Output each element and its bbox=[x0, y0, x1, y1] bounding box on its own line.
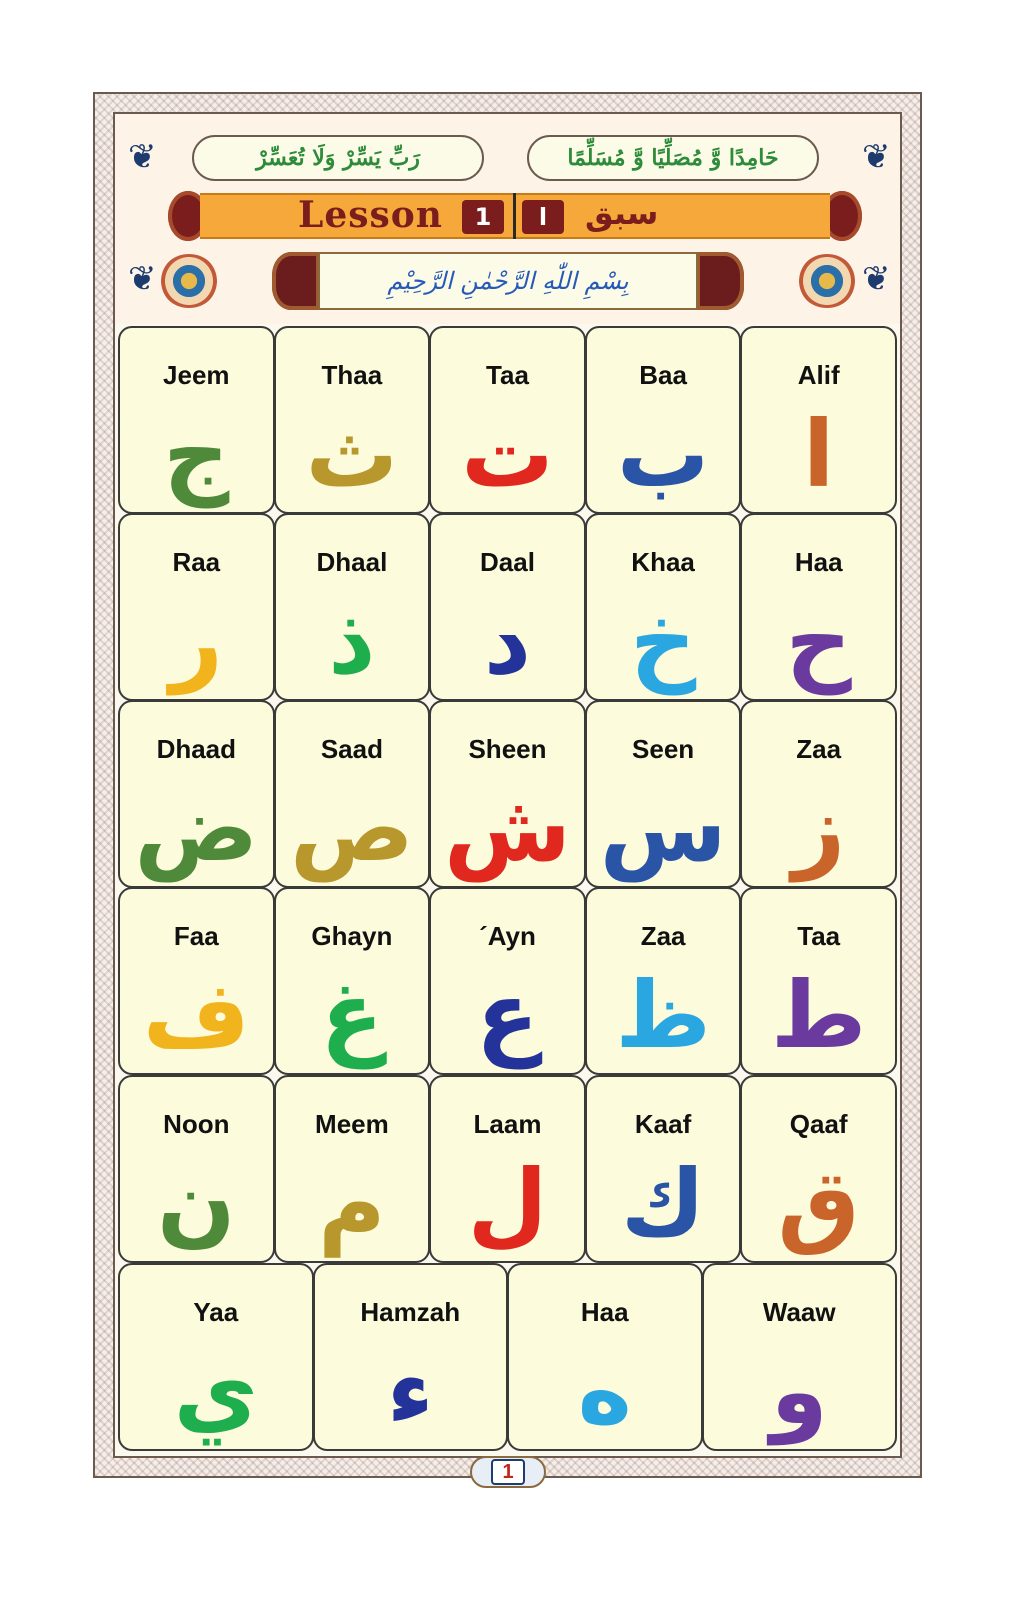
letter-name: Ghayn bbox=[311, 921, 393, 951]
letter-card bbox=[429, 513, 586, 701]
arabic-letter: ك bbox=[620, 1150, 706, 1257]
letter-card bbox=[274, 513, 431, 701]
arabic-letter: ه bbox=[577, 1338, 632, 1445]
arabic-letter: ص bbox=[290, 775, 414, 882]
letter-name: Taa bbox=[486, 360, 529, 390]
letter-card bbox=[118, 1075, 275, 1263]
arabic-letter: ب bbox=[616, 401, 710, 508]
letter-name: Qaaf bbox=[789, 1109, 848, 1139]
bismillah-cap-left bbox=[272, 252, 320, 310]
letter-card bbox=[585, 326, 742, 514]
dua-left-text: رَبِّ يَسِّرْ وَلَا تُعَسِّرْ bbox=[256, 145, 420, 171]
letter-name: Dhaad bbox=[156, 734, 237, 764]
arabic-letter: ظ bbox=[615, 962, 711, 1069]
letter-name: Taa bbox=[797, 921, 841, 951]
letter-card bbox=[740, 326, 897, 514]
letter-card bbox=[585, 700, 742, 888]
letter-name: Baa bbox=[639, 360, 687, 390]
letter-name: Alif bbox=[797, 360, 840, 390]
letter-card bbox=[740, 513, 897, 701]
arabic-letter: ز bbox=[792, 775, 846, 882]
corner-ornament-icon: ❦ bbox=[862, 137, 891, 177]
letter-name: Kaaf bbox=[634, 1109, 692, 1139]
letter-name: Zaa bbox=[796, 734, 842, 764]
letter-card bbox=[118, 1263, 314, 1451]
dua-pill-right bbox=[527, 135, 819, 181]
arabic-letter: ا bbox=[802, 401, 835, 508]
letter-name: Laam bbox=[473, 1109, 542, 1139]
arabic-letter: ت bbox=[461, 401, 554, 508]
medallion-icon bbox=[798, 254, 856, 308]
letter-card bbox=[118, 887, 275, 1075]
letter-name: Meem bbox=[315, 1109, 389, 1139]
letter-name: Dhaal bbox=[316, 547, 388, 577]
letter-name: Khaa bbox=[631, 547, 695, 577]
arabic-letter: ل bbox=[467, 1150, 548, 1257]
letter-name: Sheen bbox=[468, 734, 547, 764]
letter-name: Jeem bbox=[163, 360, 230, 390]
arabic-letter: ث bbox=[305, 401, 399, 508]
arabic-letter: س bbox=[599, 775, 727, 882]
letter-card bbox=[429, 887, 586, 1075]
arabic-letter: ي bbox=[173, 1338, 258, 1445]
page-number: 1 bbox=[491, 1459, 525, 1485]
medallion-icon bbox=[160, 254, 218, 308]
arabic-letter: ح bbox=[785, 588, 852, 695]
letter-name: Raa bbox=[172, 547, 221, 577]
lesson-number-box: 1 bbox=[462, 200, 504, 234]
corner-ornament-icon: ❦ bbox=[128, 259, 157, 299]
bismillah-cap-right bbox=[696, 252, 744, 310]
letter-name: Haa bbox=[580, 1297, 629, 1327]
letter-card bbox=[274, 700, 431, 888]
letter-name: Saad bbox=[320, 734, 383, 764]
dua-pill-left bbox=[192, 135, 484, 181]
letter-card bbox=[585, 1075, 742, 1263]
arabic-letter: ء bbox=[386, 1338, 434, 1445]
letter-card bbox=[429, 700, 586, 888]
arabic-letter: ش bbox=[444, 775, 571, 882]
letter-name: Noon bbox=[163, 1109, 230, 1139]
letter-name: Waaw bbox=[762, 1297, 836, 1327]
letter-card bbox=[118, 326, 275, 514]
divider bbox=[513, 193, 516, 239]
letter-name: Daal bbox=[480, 547, 535, 577]
corner-ornament-icon: ❦ bbox=[128, 137, 157, 177]
letter-card bbox=[118, 513, 275, 701]
arabic-letter: غ bbox=[320, 962, 384, 1069]
letter-name: Seen bbox=[632, 734, 695, 764]
letter-card bbox=[507, 1263, 703, 1451]
letter-card bbox=[274, 326, 431, 514]
arabic-letter: ر bbox=[169, 588, 223, 695]
letter-name: Haa bbox=[794, 547, 843, 577]
arabic-letter: خ bbox=[629, 588, 697, 695]
arabic-letter: م bbox=[318, 1150, 386, 1257]
letter-card bbox=[585, 513, 742, 701]
arabic-letter: ن bbox=[157, 1150, 236, 1257]
arabic-letter: د bbox=[483, 588, 532, 695]
sabaq-label: سبق bbox=[585, 194, 659, 232]
arabic-letter: ذ bbox=[328, 588, 376, 695]
letter-card bbox=[429, 1075, 586, 1263]
letter-name: ´Ayn bbox=[479, 921, 536, 951]
letter-name: Thaa bbox=[321, 360, 383, 390]
letter-card bbox=[740, 700, 897, 888]
letter-card bbox=[585, 887, 742, 1075]
lesson-label: Lesson bbox=[298, 194, 443, 236]
corner-ornament-icon: ❦ bbox=[862, 259, 891, 299]
letter-card bbox=[118, 700, 275, 888]
arabic-number-box: ا bbox=[522, 200, 564, 234]
letter-card bbox=[429, 326, 586, 514]
arabic-letter: ج bbox=[163, 401, 230, 508]
letter-card bbox=[740, 1075, 897, 1263]
dua-right-text: حَامِدًا وَّ مُصَلِّيًا وَّ مُسَلِّمًا bbox=[567, 145, 779, 171]
page-number-badge bbox=[470, 1456, 546, 1488]
letter-card bbox=[274, 1075, 431, 1263]
bismillah-text: بِسْمِ اللّٰهِ الرَّحْمٰنِ الرَّحِيْمِ bbox=[387, 267, 629, 295]
letter-card bbox=[702, 1263, 898, 1451]
letter-name: Zaa bbox=[640, 921, 686, 951]
arabic-letter: ف bbox=[142, 962, 250, 1069]
letter-name: Hamzah bbox=[360, 1297, 461, 1327]
letter-card bbox=[313, 1263, 509, 1451]
letter-name: Yaa bbox=[193, 1297, 239, 1327]
arabic-letter: و bbox=[770, 1338, 828, 1445]
arabic-letter: ع bbox=[476, 962, 539, 1069]
letter-card bbox=[740, 887, 897, 1075]
arabic-letter: ط bbox=[770, 962, 867, 1069]
letter-card bbox=[274, 887, 431, 1075]
arabic-letter: ض bbox=[134, 775, 259, 882]
letter-name: Faa bbox=[173, 921, 219, 951]
arabic-letter: ق bbox=[777, 1150, 860, 1257]
bismillah-banner bbox=[318, 252, 698, 310]
